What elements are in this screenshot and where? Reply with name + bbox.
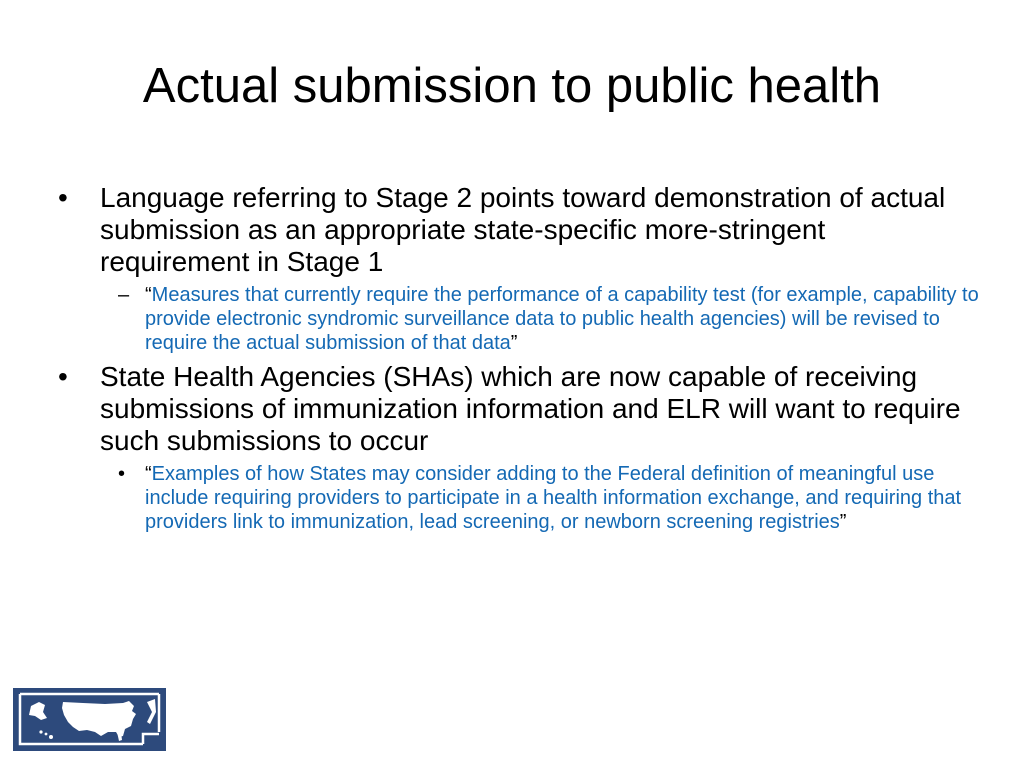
bullet-2-marker: • [58,361,68,392]
sub-bullet-2-text: Examples of how States may consider adding to the Federal definition of meaningful use include requiring providers to participate in a health information exchange, and requiring that providers link to immunization, lead screening, or newborn screening registries [145,463,962,533]
bullet-2-text: State Health Agencies (SHAs) which are now capable of receiving submissions of immunization information and ELR will want to require such submissions to occur [100,361,961,456]
bullet-2 [58,361,978,457]
slide-title: Actual submission to public health [142,59,882,113]
sub-bullet-1-marker: – [118,284,130,306]
sub-bullet-1 [118,283,985,355]
slide-body [58,182,978,534]
bullet-1 [58,182,978,278]
us-map-logo-icon [13,688,166,751]
sub-bullet-1-open-quote: “ [145,284,152,306]
sub-bullet-2-close-quote: ” [839,511,847,533]
bullet-1-marker: • [58,182,68,213]
sub-bullet-2 [118,462,985,534]
sub-bullet-2-marker: • [118,463,126,485]
sub-bullet-2-open-quote: “ [145,463,152,485]
bullet-1-text: Language referring to Stage 2 points toward demonstration of actual submission as an appropriate state-specific more-stringent requirement in Stage 1 [100,182,946,277]
sub-bullet-1-close-quote: ” [510,332,518,354]
sub-bullet-1-text: Measures that currently require the performance of a capability test (for example, capability to provide electronic syndromic surveillance data to public health agencies) will be revised to require the actual submission of that data [145,284,979,354]
